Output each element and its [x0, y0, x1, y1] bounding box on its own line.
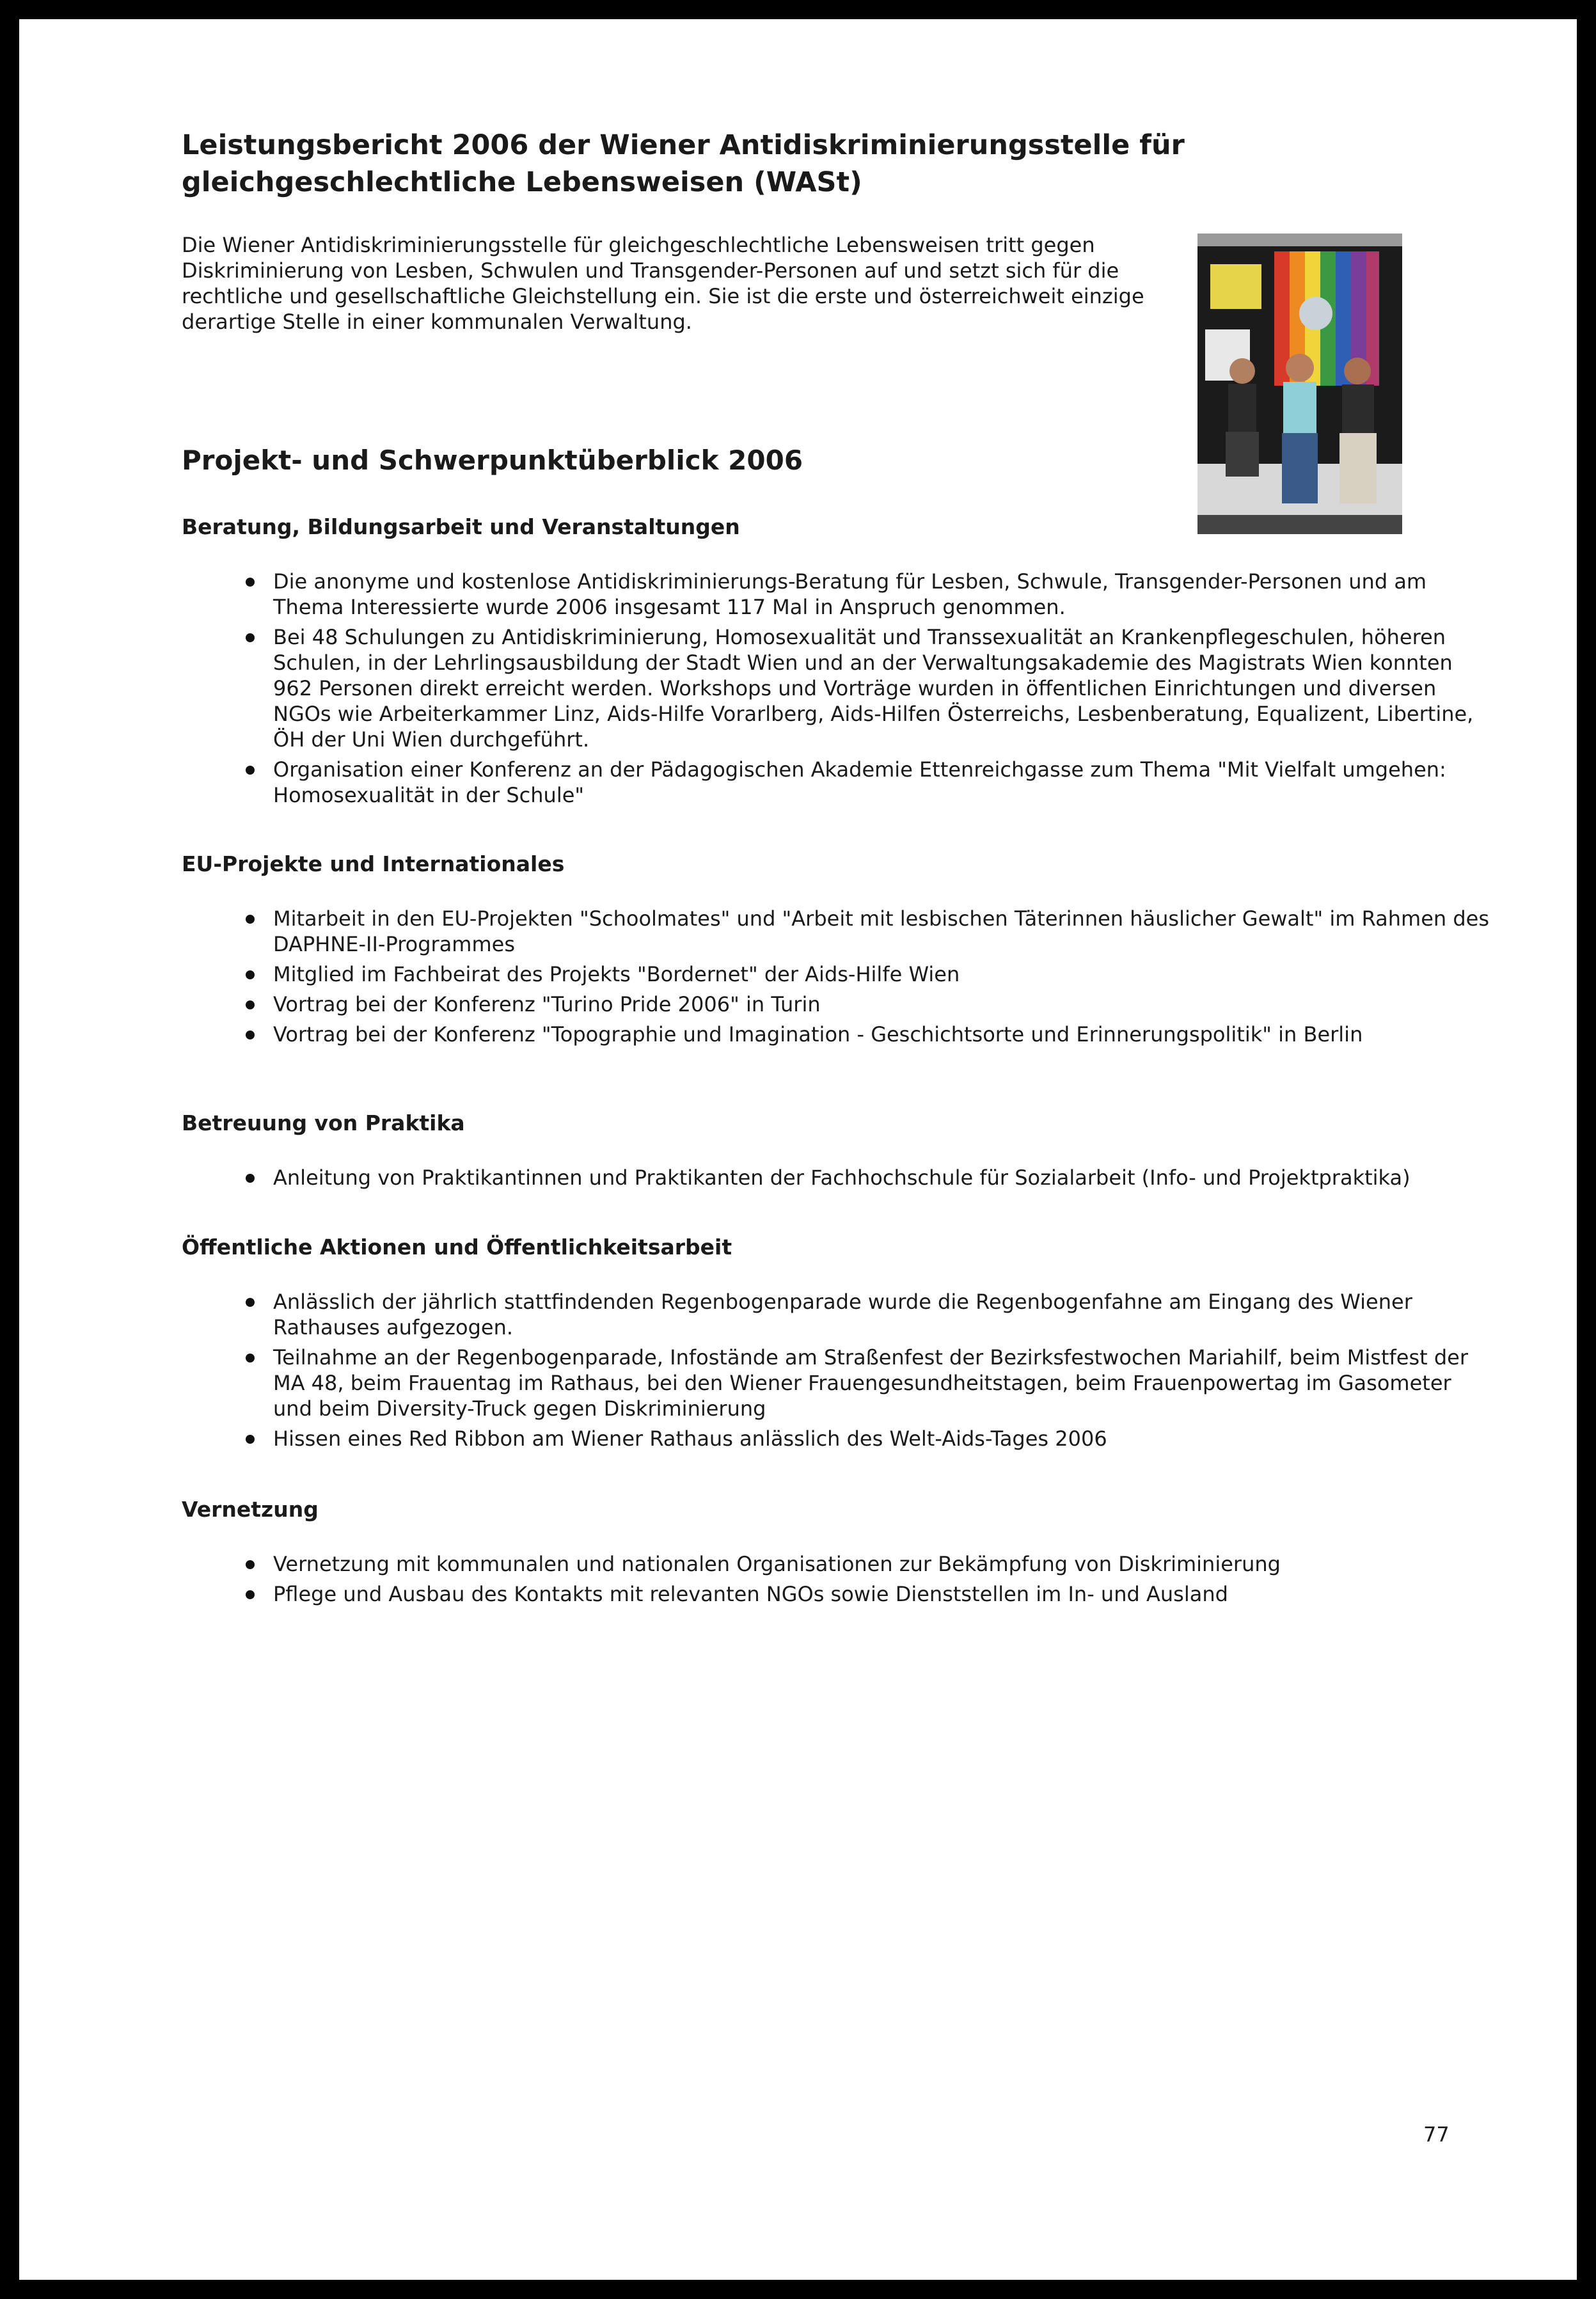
bullet-icon [246, 578, 255, 587]
list-item: Teilnahme an der Regenbogenparade, Infostände am Straßenfest der Bezirksfestwochen Mariahilf, beim Mistfest der MA 48, beim Frauentag im Rathaus, bei den Wiener Frauengesundheitstagen, beim Frauenpowertag im Gasometer und beim Diversity-Truck gegen Diskriminierung [182, 1345, 1493, 1421]
list-item: Vernetzung mit kommunalen und nationalen Organisationen zur Bekämpfung von Diskriminierung [182, 1551, 1493, 1577]
intro-paragraph: Die Wiener Antidiskriminierungsstelle für gleichgeschlechtliche Lebensweisen tritt gegen Diskriminierung von Lesben, Schwulen und Transgender-Personen auf und setzt sich für die rechtliche und gesellschaftliche Gleichstellung ein. Sie ist die erste und österreichweit einzige derartige Stelle in einer kommunalen Verwaltung. [182, 233, 1144, 334]
section-vernetzung [182, 1496, 1493, 1611]
rainbow-flag-photo [1197, 233, 1402, 534]
list-item: Mitarbeit in den EU-Projekten "Schoolmates" und "Arbeit mit lesbischen Täterinnen häuslicher Gewalt" im Rahmen des DAPHNE-II-Programmes [182, 906, 1493, 957]
section-oeffentlichkeit [182, 1233, 1493, 1456]
document-page [19, 19, 1577, 2280]
section-eu-projekte [182, 850, 1493, 1052]
bullet-list [182, 1289, 1493, 1451]
overview-heading: Projekt- und Schwerpunktüberblick 2006 [182, 445, 803, 476]
list-item: Anleitung von Praktikantinnen und Praktikanten der Fachhochschule für Sozialarbeit (Info- und Projektpraktika) [182, 1165, 1493, 1190]
list-item: Vortrag bei der Konferenz "Topographie und Imagination - Geschichtsorte und Erinnerungspolitik" in Berlin [182, 1022, 1493, 1047]
section-heading: Vernetzung [182, 1497, 319, 1522]
list-item: Pflege und Ausbau des Kontakts mit relevanten NGOs sowie Dienststellen im In- und Ausland [182, 1581, 1493, 1607]
bullet-list [182, 1551, 1493, 1607]
section-heading: Betreuung von Praktika [182, 1110, 465, 1135]
section-praktika [182, 1109, 1493, 1195]
bullet-list [182, 1165, 1493, 1190]
section-heading: Öffentliche Aktionen und Öffentlichkeitsarbeit [182, 1235, 732, 1260]
photo-icon [1197, 233, 1402, 534]
bullet-icon [246, 1031, 255, 1039]
page-number: 77 [1423, 2122, 1450, 2147]
list-item: Vortrag bei der Konferenz "Turino Pride 2006" in Turin [182, 991, 1493, 1017]
section-heading: Beratung, Bildungsarbeit und Veranstaltungen [182, 514, 740, 539]
page-title: Leistungsbericht 2006 der Wiener Antidiskriminierungsstelle für gleichgeschlechtliche Lebensweisen (WASt) [182, 129, 1185, 198]
bullet-icon [246, 915, 255, 924]
section-beratung [182, 513, 1493, 812]
bullet-icon [246, 1435, 255, 1444]
list-item: Die anonyme und kostenlose Antidiskriminierungs-Beratung für Lesben, Schwule, Transgender-Personen und am Thema Interessierte wurde 2006 insgesamt 117 Mal in Anspruch genommen. [182, 569, 1493, 620]
bullet-icon [246, 970, 255, 979]
section-heading: EU-Projekte und Internationales [182, 851, 565, 876]
bullet-icon [246, 1000, 255, 1009]
list-item: Organisation einer Konferenz an der Pädagogischen Akademie Ettenreichgasse zum Thema "Mit Vielfalt umgehen: Homosexualität in der Schule" [182, 757, 1493, 808]
bullet-icon [246, 766, 255, 775]
bullet-icon [246, 1560, 255, 1569]
list-item: Mitglied im Fachbeirat des Projekts "Bordernet" der Aids-Hilfe Wien [182, 961, 1493, 987]
bullet-icon [246, 1298, 255, 1307]
bullet-icon [246, 1174, 255, 1183]
list-item: Anlässlich der jährlich stattfindenden Regenbogenparade wurde die Regenbogenfahne am Eingang des Wiener Rathauses aufgezogen. [182, 1289, 1493, 1340]
bullet-icon [246, 633, 255, 642]
list-item: Hissen eines Red Ribbon am Wiener Rathaus anlässlich des Welt-Aids-Tages 2006 [182, 1426, 1493, 1451]
bullet-icon [246, 1590, 255, 1599]
bullet-icon [246, 1354, 255, 1363]
bullet-list [182, 569, 1493, 808]
bullet-list [182, 906, 1493, 1047]
list-item: Bei 48 Schulungen zu Antidiskriminierung, Homosexualität und Transsexualität an Krankenpflegeschulen, höheren Schulen, in der Lehrlingsausbildung der Stadt Wien und an der Verwaltungsakademie des Magistrats Wien konnten 962 Personen direkt erreicht werden. Workshops und Vorträge wurden in öffentlichen Einrichtungen und diversen NGOs wie Arbeiterkammer Linz, Aids-Hilfe Vorarlberg, Aids-Hilfen Österreichs, Lesbenberatung, Equalizent, Libertine, ÖH der Uni Wien durchgeführt. [182, 624, 1493, 752]
